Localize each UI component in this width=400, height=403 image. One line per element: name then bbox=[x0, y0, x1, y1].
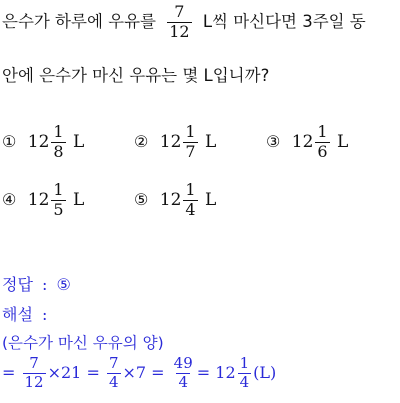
eq-fraction-3-den: 4 bbox=[178, 372, 188, 391]
eq-fraction-2 bbox=[107, 356, 121, 391]
question-text-prefix: 은수가 하루에 우유를 bbox=[2, 11, 156, 31]
answer-colon: : bbox=[42, 275, 48, 294]
option-3-numerator: 1 bbox=[317, 122, 328, 141]
option-4-whole: 12 bbox=[27, 189, 50, 210]
option-2-fraction bbox=[183, 124, 197, 161]
option-2-mark: ② bbox=[134, 131, 149, 151]
option-4-numerator: 1 bbox=[53, 180, 64, 199]
answer-label: 정답 bbox=[2, 275, 33, 294]
option-5-whole: 12 bbox=[159, 189, 182, 210]
option-1-fraction bbox=[51, 124, 65, 161]
eq-fraction-4-num: 1 bbox=[239, 354, 250, 372]
option-1-mark: ① bbox=[2, 131, 17, 151]
option-2-whole: 12 bbox=[159, 131, 182, 152]
option-2-numerator: 1 bbox=[185, 122, 196, 141]
eq-term-4: (L) bbox=[253, 362, 277, 382]
option-3-denominator: 6 bbox=[317, 141, 328, 161]
option-3-fraction bbox=[315, 124, 329, 161]
option-1[interactable] bbox=[2, 124, 84, 161]
eq-fraction-3-num: 49 bbox=[173, 354, 193, 372]
option-3-whole: 12 bbox=[291, 131, 314, 152]
eq-fraction-4 bbox=[238, 356, 252, 391]
option-1-denominator: 8 bbox=[53, 141, 64, 161]
option-5-fraction bbox=[183, 182, 197, 219]
option-3-mark: ③ bbox=[266, 131, 281, 151]
question-line-2: 안에 은수가 마신 우유는 몇 L입니까? bbox=[2, 66, 270, 85]
option-5[interactable] bbox=[134, 182, 216, 219]
explanation-label: 해설 bbox=[2, 305, 33, 324]
eq-term-1: ×21 = bbox=[47, 362, 100, 382]
option-5-mark: ⑤ bbox=[134, 189, 149, 209]
option-4[interactable] bbox=[2, 182, 84, 219]
explanation-label-line bbox=[2, 302, 47, 325]
eq-fraction-1-den: 12 bbox=[24, 372, 44, 391]
eq-fraction-2-den: 4 bbox=[108, 372, 119, 391]
question-text-suffix: L씩 마신다면 3주일 동 bbox=[202, 11, 366, 31]
eq-fraction-2-num: 7 bbox=[108, 354, 119, 372]
eq-fraction-3 bbox=[172, 356, 195, 391]
rate-denominator: 12 bbox=[169, 21, 190, 41]
explanation-colon: : bbox=[42, 305, 48, 324]
explanation-equation bbox=[2, 356, 276, 391]
option-2-denominator: 7 bbox=[185, 141, 196, 161]
eq-equals-1: = bbox=[2, 362, 16, 382]
option-5-unit: L bbox=[204, 189, 217, 210]
eq-term-2: ×7 = bbox=[122, 362, 165, 382]
option-3-unit: L bbox=[336, 131, 349, 152]
explanation-subject: (은수가 마신 우유의 양) bbox=[2, 334, 164, 352]
option-5-numerator: 1 bbox=[185, 180, 196, 199]
eq-fraction-1 bbox=[23, 356, 46, 391]
option-2-unit: L bbox=[204, 131, 217, 152]
rate-numerator: 7 bbox=[174, 2, 185, 21]
rate-fraction bbox=[167, 4, 191, 41]
option-4-unit: L bbox=[72, 189, 85, 210]
option-4-fraction bbox=[51, 182, 65, 219]
option-4-denominator: 5 bbox=[53, 199, 64, 219]
eq-fraction-1-num: 7 bbox=[29, 354, 39, 372]
option-3[interactable] bbox=[266, 124, 348, 161]
eq-term-3: = 12 bbox=[196, 362, 236, 382]
option-1-unit: L bbox=[72, 131, 85, 152]
option-4-mark: ④ bbox=[2, 189, 17, 209]
option-2[interactable] bbox=[134, 124, 216, 161]
answer-line bbox=[2, 272, 71, 295]
eq-fraction-4-den: 4 bbox=[239, 372, 250, 391]
option-1-numerator: 1 bbox=[53, 122, 64, 141]
option-1-whole: 12 bbox=[27, 131, 50, 152]
answer-value: ⑤ bbox=[56, 275, 71, 294]
option-5-denominator: 4 bbox=[185, 199, 196, 219]
question-line-1 bbox=[2, 4, 366, 41]
